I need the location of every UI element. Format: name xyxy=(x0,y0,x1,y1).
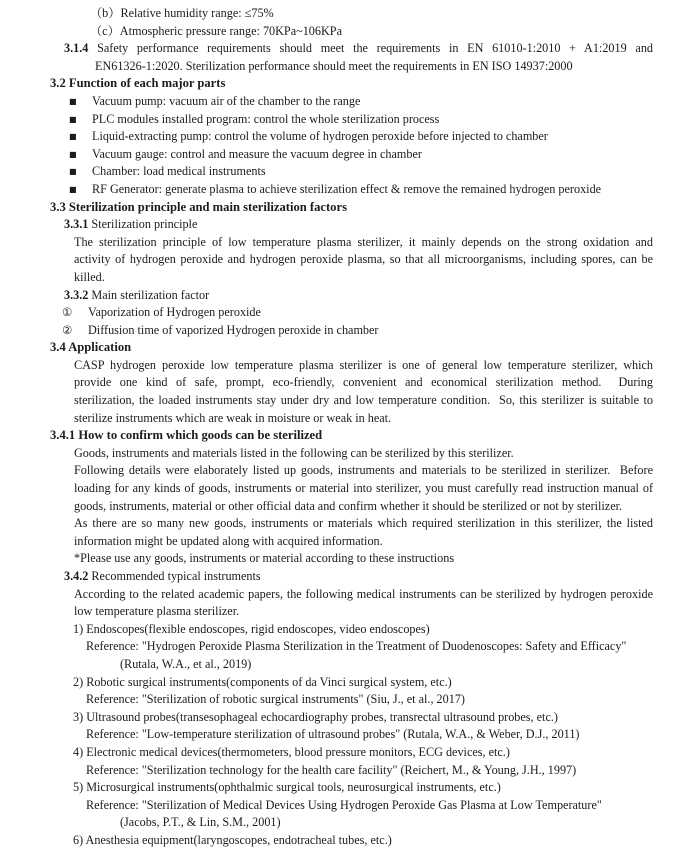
lettered-list-item xyxy=(90,5,653,23)
line-text: Following details were elaborately listed up goods, instruments and materials to be sterilized in sterilizer. Before xyxy=(74,463,653,478)
line-text: Vacuum pump: vacuum air of the chamber to the range xyxy=(92,93,361,108)
bullet-list-item xyxy=(69,111,653,129)
line-text: According to the related academic papers, the following medical instruments can be sterilized by hydrogen peroxide xyxy=(74,586,653,601)
line-text: Main sterilization factor xyxy=(91,287,210,302)
numbered-list-item xyxy=(73,744,653,762)
lettered-list-item xyxy=(90,23,653,41)
line-text: 2) Robotic surgical instruments(components of da Vinci surgical system, etc.) xyxy=(73,674,452,689)
sub-section-heading xyxy=(64,216,653,234)
section-number: 3.1.4 xyxy=(64,41,89,56)
line-text: Recommended typical instruments xyxy=(91,569,261,583)
bullet-square-icon: ■ xyxy=(69,132,77,142)
numbered-list-item xyxy=(73,832,653,850)
line-text: Sterilization principle xyxy=(91,217,198,232)
body-text-line xyxy=(74,251,653,269)
body-text-line xyxy=(74,462,653,480)
line-text: 3.4.1 How to confirm which goods can be sterilized xyxy=(50,428,323,443)
line-text: sterilization, the loaded instruments stay under dry and low temperature condition. So, this sterilizer is suitable to xyxy=(74,393,653,408)
body-text-line xyxy=(74,374,653,392)
numbered-list-item xyxy=(73,621,653,639)
section-heading xyxy=(50,339,653,357)
line-text: 3.2 Function of each major parts xyxy=(50,76,226,91)
bullet-square-icon: ■ xyxy=(69,96,77,106)
line-text: Safety performance requirements should meet the requirements in EN 61010-1:2010 + A1:2019 and xyxy=(97,41,654,56)
circled-number-icon: ① xyxy=(62,305,73,320)
section-heading xyxy=(50,199,653,217)
bullet-square-icon: ■ xyxy=(69,184,77,194)
section-number: 3.3.1 xyxy=(64,217,89,232)
body-text-line xyxy=(74,515,653,533)
reference-continuation-line xyxy=(120,814,653,832)
line-text: provide one kind of safe, prompt, eco-friendly, convenient and economical sterilization method. During xyxy=(74,375,653,390)
line-text: Reference: "Sterilization of Medical Devices Using Hydrogen Peroxide Gas Plasma at Low Temperature" xyxy=(86,797,602,812)
numbered-list-item xyxy=(73,674,653,692)
continuation-line xyxy=(95,58,653,76)
bullet-list-item xyxy=(69,181,653,199)
line-text: （c）Atmospheric pressure range: 70KPa~106KPa xyxy=(90,23,342,38)
line-text: Reference: "Hydrogen Peroxide Plasma Sterilization in the Treatment of Duodenoscopes: Safety and Efficacy" xyxy=(86,639,627,654)
line-text: CASP hydrogen peroxide low temperature plasma sterilizer is one of general low temperature sterilizer, which xyxy=(74,357,653,372)
body-text-line xyxy=(74,550,653,568)
bullet-list-item xyxy=(69,146,653,164)
line-text: (Rutala, W.A., et al., 2019) xyxy=(120,656,252,671)
section-number: 3.4.2 xyxy=(64,569,89,583)
line-text: goods, instruments, material or other official data and confirm whether it should be sterilized or not by sterilizer. xyxy=(74,498,623,513)
line-text: Reference: "Low-temperature sterilization of ultrasound probes" (Rutala, W.A., & Weber, D.J., 2011) xyxy=(86,727,580,742)
sub-section-heading xyxy=(64,568,653,586)
line-text: activity of hydrogen peroxide and hydrogen peroxide plasma, so that all microorganisms, including spores, can be xyxy=(74,252,653,267)
line-text: Vacuum gauge: control and measure the vacuum degree in chamber xyxy=(92,146,422,161)
sub-section-heading xyxy=(64,287,653,305)
body-text-line xyxy=(74,498,653,516)
line-text: loading for any kinds of goods, instruments or material into sterilizer, you must carefully read instruction manual of xyxy=(74,481,653,496)
line-text: Diffusion time of vaporized Hydrogen peroxide in chamber xyxy=(88,322,379,337)
circled-number-icon: ② xyxy=(62,322,73,337)
bullet-square-icon: ■ xyxy=(69,167,77,177)
bullet-list-item xyxy=(69,128,653,146)
line-text: Goods, instruments and materials listed in the following can be sterilized by this sterilizer. xyxy=(74,445,514,460)
line-text: Vaporization of Hydrogen peroxide xyxy=(88,305,261,320)
numbered-list-item xyxy=(73,779,653,797)
line-text: 1) Endoscopes(flexible endoscopes, rigid endoscopes, video endoscopes) xyxy=(73,621,430,636)
numbered-list-item xyxy=(73,709,653,727)
line-text: PLC modules installed program: control the whole sterilization process xyxy=(92,111,440,126)
reference-line xyxy=(86,691,653,709)
line-text: 5) Microsurgical instruments(ophthalmic surgical tools, neurosurgical instruments, etc.) xyxy=(73,780,501,795)
line-text: Reference: "Sterilization technology for the health care facility" (Reichert, M., & Young, J.H., 1997) xyxy=(86,762,577,777)
line-text: EN61326-1:2020. Sterilization performance should meet the requirements in EN ISO 14937:2000 xyxy=(95,58,573,73)
circled-list-item xyxy=(62,304,653,322)
line-text: information might be updated along with acquired information. xyxy=(74,533,383,548)
line-text: 3.4 Application xyxy=(50,340,132,355)
line-text: killed. xyxy=(74,269,105,284)
line-text: (Jacobs, P.T., & Lin, S.M., 2001) xyxy=(120,815,281,830)
line-text: （b）Relative humidity range: ≤75% xyxy=(90,6,274,20)
line-text: RF Generator: generate plasma to achieve sterilization effect & remove the remained hydrogen peroxide xyxy=(92,181,602,196)
reference-line xyxy=(86,797,653,815)
body-text-line xyxy=(74,445,653,463)
body-text-line xyxy=(74,603,653,621)
line-text: Chamber: load medical instruments xyxy=(92,164,266,179)
bullet-square-icon: ■ xyxy=(69,114,77,124)
line-text: low temperature plasma sterilizer. xyxy=(74,604,240,619)
reference-line xyxy=(86,762,653,780)
line-text: sterilize instruments which are weak in moisture or weak in heat. xyxy=(74,410,392,425)
body-text-line xyxy=(74,392,653,410)
line-text: Liquid-extracting pump: control the volume of hydrogen peroxide before injected to chamber xyxy=(92,129,548,144)
body-text-line xyxy=(74,480,653,498)
body-text-line xyxy=(74,269,653,287)
reference-line xyxy=(86,726,653,744)
section-number: 3.3.2 xyxy=(64,287,89,302)
line-text: 4) Electronic medical devices(thermometers, blood pressure monitors, ECG devices, etc.) xyxy=(73,744,510,759)
line-text: 3) Ultrasound probes(transesophageal echocardiography probes, transrectal ultrasound probes, etc.) xyxy=(73,709,558,724)
reference-line xyxy=(86,638,653,656)
bullet-square-icon: ■ xyxy=(69,149,77,159)
circled-list-item xyxy=(62,322,653,340)
body-text-line xyxy=(74,357,653,375)
body-text-line xyxy=(74,533,653,551)
line-text: As there are so many new goods, instruments or materials which required sterilization in this sterilizer, the listed xyxy=(74,516,653,531)
body-text-line xyxy=(74,234,653,252)
line-text: 6) Anesthesia equipment(laryngoscopes, endotracheal tubes, etc.) xyxy=(73,832,392,847)
line-text: Reference: "Sterilization of robotic surgical instruments" (Siu, J., et al., 2017) xyxy=(86,692,465,707)
bullet-list-item xyxy=(69,93,653,111)
body-text-line xyxy=(74,410,653,428)
body-text-line xyxy=(74,586,653,604)
reference-continuation-line xyxy=(120,656,653,674)
bullet-list-item xyxy=(69,163,653,181)
section-heading xyxy=(50,427,653,445)
line-text: *Please use any goods, instruments or material according to these instructions xyxy=(74,551,455,566)
line-text: 3.3 Sterilization principle and main sterilization factors xyxy=(50,199,347,214)
line-text: The sterilization principle of low temperature plasma sterilizer, it mainly depends on the strong oxidation and xyxy=(74,234,653,249)
sub-section-heading xyxy=(64,40,653,58)
section-heading xyxy=(50,75,653,93)
